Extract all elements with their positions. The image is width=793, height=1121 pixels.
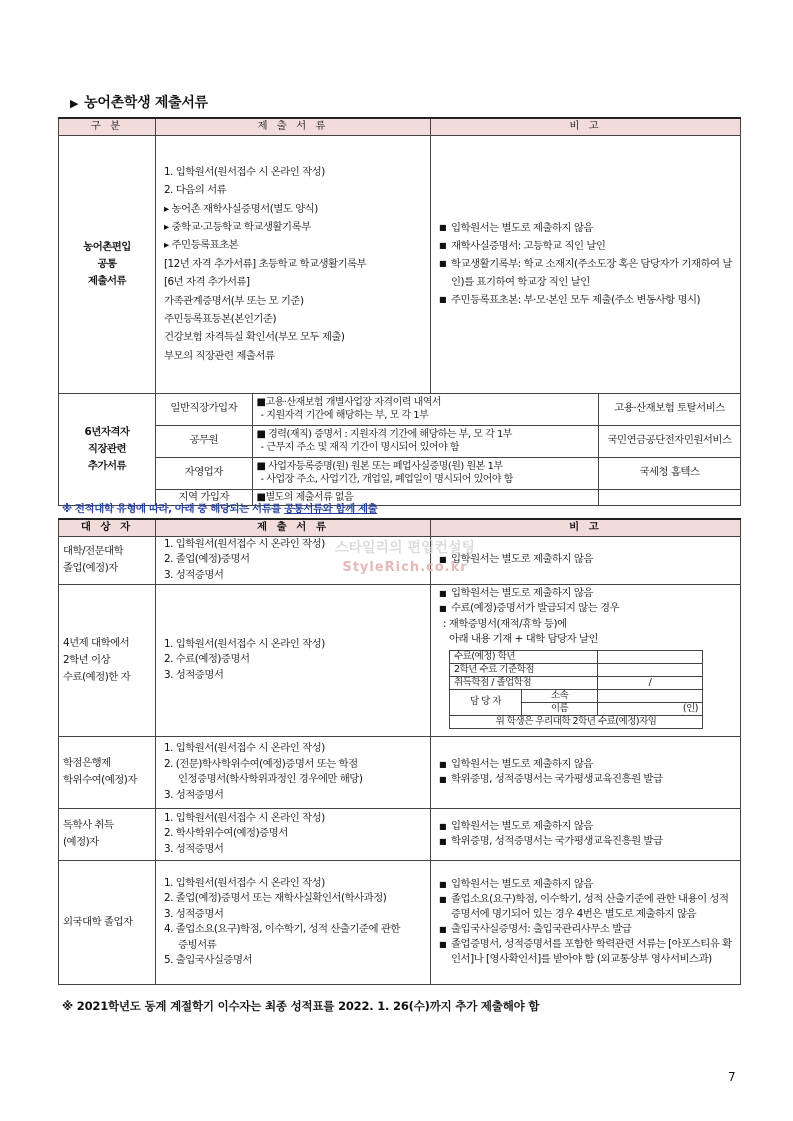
remarks-college: ■ 입학원서는 별도로 제출하지 않음 xyxy=(431,536,741,584)
docs-4year: 1. 입학원서(원서접수 시 온라인 작성) 2. 수료(예정)증명서 3. 성적증명서 xyxy=(156,584,431,736)
rural-documents-table xyxy=(58,117,741,506)
page-number: 7 xyxy=(728,1070,736,1084)
header-docs2: 제 출 서 류 xyxy=(156,519,431,536)
header-remarks: 비 고 xyxy=(431,118,741,135)
footnote: ※ 2021학년도 동계 계절학기 이수자는 최종 성적표를 2022. 1. 26(수)까지 추가 제출해야 함 xyxy=(62,999,540,1013)
target-self-study: 독학사 취득 (예정)자 xyxy=(59,808,156,860)
triangle-bullet-icon: ▶ xyxy=(70,97,79,110)
docs-credit-bank: 1. 입학원서(원서접수 시 온라인 작성) 2. (전문)학사학위수여(예정)증명서 또는 학점 인정증명서(학사학위과정인 경우에만 해당) 3. 성적증명서 xyxy=(156,736,431,808)
transfer-documents-table xyxy=(58,518,741,985)
docs-foreign: 1. 입학원서(원서접수 시 온라인 작성) 2. 졸업(예정)증명서 또는 재학사실확인서(학사과정) 3. 성적증명서 4. 졸업소요(요구)학점, 이수학기, 성적 산출기준에 관한 증빙서류 5. 출입국사실증명서 xyxy=(156,860,431,984)
header-target: 대 상 자 xyxy=(59,519,156,536)
remarks-credit-bank: ■ 입학원서는 별도로 제출하지 않음 ■ 학위증명, 성적증명서는 국가평생교육진흥원 발급 xyxy=(431,736,741,808)
six-type-0: 일반직장가입자 xyxy=(156,394,252,425)
six-docs-3: ■별도의 제출서류 없음 xyxy=(256,491,354,503)
remarks-foreign: ■ 입학원서는 별도로 제출하지 않음 ■ 졸업소요(요구)학점, 이수학기, 성적 산출기준에 관한 내용이 성적증명서에 명기되어 있는 경우 4번은 별도로 제출하지 않음 ■ 출입국사실증명서: 출입국관리사무소 발급 ■ 졸업증명서, 성적증명서를 포함한 학력관련 서류는 [아포스티유 확인서]나 [영사확인서]를 받아야 함 (외교통상부 영사서비스과) xyxy=(431,860,741,984)
docs-college: 1. 입학원서(원서접수 시 온라인 작성) 2. 졸업(예정)증명서 3. 성적증명서 xyxy=(156,536,431,584)
section-title-text: 농어촌학생 제출서류 xyxy=(84,95,208,111)
header-category: 구 분 xyxy=(59,118,156,135)
target-college: 대학/전문대학 졸업(예정)자 xyxy=(59,536,156,584)
common-remarks: ■ 입학원서는 별도로 제출하지 않음 ■ 재학사실증명서: 고등학교 직인 날인 ■ 학교생활기록부: 학교 소재지(주소도장 혹은 담당자가 기재하여 날인)를 표기하여 학교장 직인 날인 ■ 주민등록표초본: 부·모·본인 모두 제출(주소 변동사항 명시) xyxy=(431,135,741,393)
type-note: ※ 전적대학 유형에 따라, 아래 중 해당되는 서류를 공통서류와 함께 제출 xyxy=(62,503,378,515)
header-documents: 제 출 서 류 xyxy=(156,118,431,135)
six-remark-1: 국민연금공단전자민원서비스 xyxy=(599,425,741,457)
target-credit-bank: 학점은행제 학위수여(예정)자 xyxy=(59,736,156,808)
six-docs-2: ■ 사업자등록증명(원) 원본 또는 폐업사실증명(원) 원본 1부 - 사업장 주소, 사업기간, 개업일, 폐업일이 명시되어 있어야 함 xyxy=(256,460,513,485)
remarks-4year: ■ 입학원서는 별도로 제출하지 않음 ■ 수료(예정)증명서가 발급되지 않는 경우 : 재학증명서(재적/휴학 등)에 아래 내용 기재 + 대학 담당자 날인 수료(예정) 학년 2학년 수료 기준학점 취득학점 / 졸업학점 / 담 당 자 소속 이름 (인) 위 학생은 우리대학 2학년 수료(예정)자임 xyxy=(431,584,741,736)
six-year-label: 6년자격자 직장관련 추가서류 xyxy=(59,393,156,506)
remarks-self-study: ■ 입학원서는 별도로 제출하지 않음 ■ 학위증명, 성적증명서는 국가평생교육진흥원 발급 xyxy=(431,808,741,860)
header-remarks2: 비 고 xyxy=(431,519,741,536)
target-foreign: 외국대학 졸업자 xyxy=(59,860,156,984)
section-title xyxy=(70,92,208,112)
common-docs-list: 1. 입학원서(원서접수 시 온라인 작성) 2. 다음의 서류 ▸ 농어촌 재학사실증명서(별도 양식) ▸ 중학교·고등학교 학교생활기록부 ▸ 주민등록표초본 [12년 자격 추가서류] 초등학교 학교생활기록부 [6년 자격 추가서류] 가족관계증명서(부 또는 모 기준) 주민등록표등본(본인기준) 건강보험 자격득실 확인서(부모 모두 제출) 부모의 직장관련 제출서류 xyxy=(156,135,431,393)
watermark: 스타일리의 편입컨설팅 StyleRich.co.kr xyxy=(334,540,476,575)
six-type-2: 자영업자 xyxy=(156,458,252,489)
six-remark-0: 고용·산재보험 토탈서비스 xyxy=(599,393,741,425)
common-docs-label: 농어촌편입 공통 제출서류 xyxy=(59,135,156,393)
six-docs-1: ■ 경력(재직) 증명서 : 지원자격 기간에 해당하는 부, 모 각 1부 - 근무지 주소 및 재직 기간이 명시되어 있어야 함 xyxy=(256,428,512,453)
six-type-1: 공무원 xyxy=(156,426,252,457)
six-type-3: 지역 가입자 xyxy=(156,490,252,506)
docs-self-study: 1. 입학원서(원서접수 시 온라인 작성) 2. 학사학위수여(예정)증명서 3. 성적증명서 xyxy=(156,808,431,860)
six-remark-2: 국세청 홈텍스 xyxy=(599,457,741,489)
completion-form-table: 수료(예정) 학년 2학년 수료 기준학점 취득학점 / 졸업학점 / 담 당 자 소속 이름 (인) 위 학생은 우리대학 2학년 수료(예정)자임 xyxy=(449,650,703,729)
target-4year: 4년제 대학에서 2학년 이상 수료(예정)한 자 xyxy=(59,584,156,736)
six-docs-0: ■고용·산재보험 개별사업장 자격이력 내역서 - 지원자격 기간에 해당하는 부, 모 각 1부 xyxy=(256,396,442,421)
six-remark-3 xyxy=(599,489,741,506)
